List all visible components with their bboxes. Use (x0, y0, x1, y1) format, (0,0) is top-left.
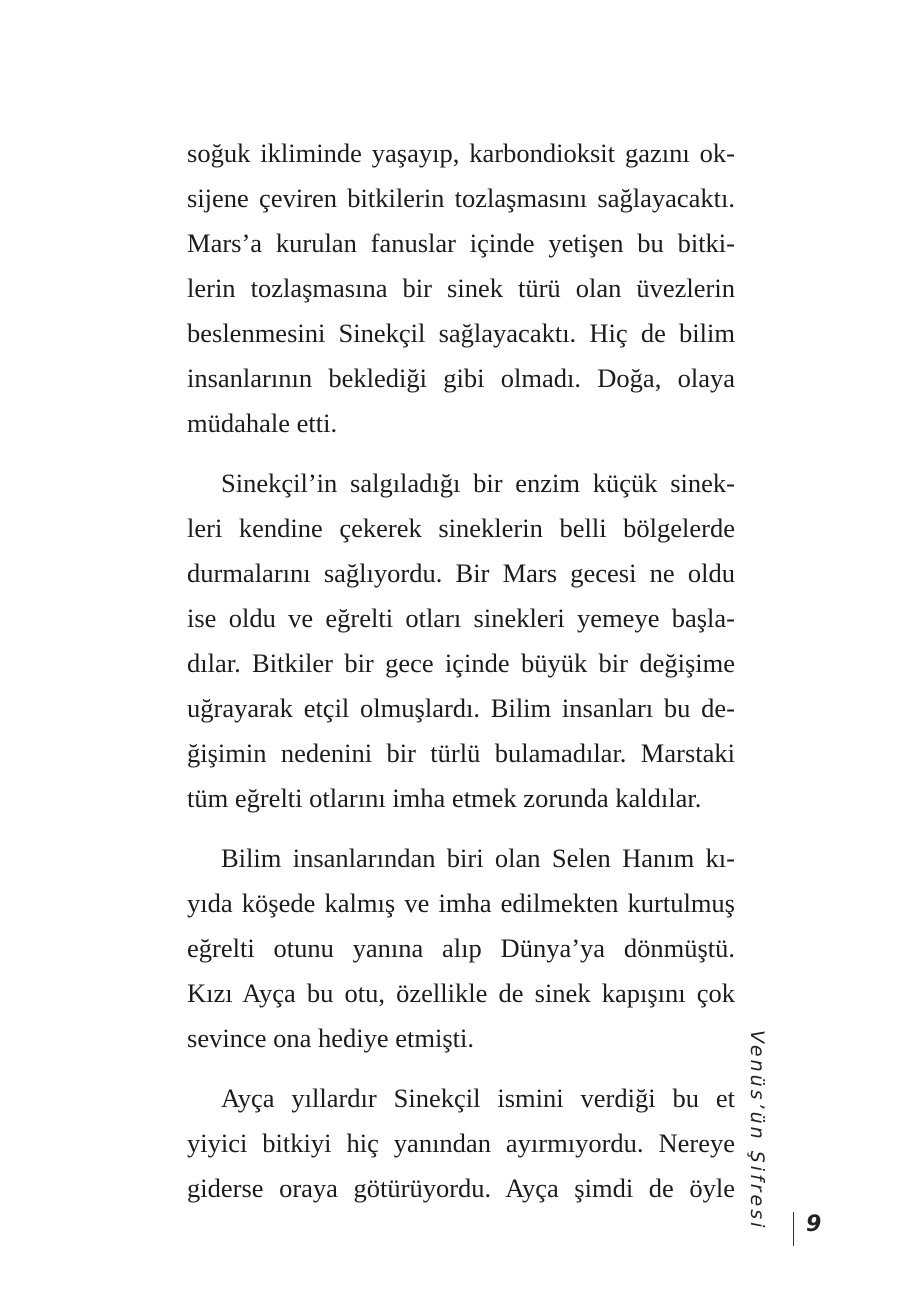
page-number: 9 (806, 1212, 822, 1237)
text-line: eğrelti otunu yanına alıp Dünya’ya dönmüştü. (187, 933, 735, 963)
text-line: beslenmesini Sinekçil sağlayacaktı. Hiç de bilim (187, 318, 735, 348)
text-line: sevince ona hediye etmişti. (187, 1023, 474, 1053)
running-title: Venüs’ün Şifresi (746, 1030, 768, 1231)
text-line: tüm eğrelti otlarını imha etmek zorunda kaldılar. (187, 783, 702, 813)
text-line: yiyici bitkiyi hiç yanından ayırmıyordu. Nereye (187, 1128, 735, 1158)
paragraph (187, 836, 735, 1061)
text-line: Bilim insanlarından biri olan Selen Hanım kı- (221, 843, 735, 873)
text-line: durmalarını sağlıyordu. Bir Mars gecesi ne oldu (187, 558, 735, 588)
text-line: ise oldu ve eğrelti otları sinekleri yemeye başla- (187, 603, 735, 633)
paragraph (187, 131, 735, 446)
text-line: ğişimin nedenini bir türlü bulamadılar. Marstaki (187, 738, 735, 768)
paragraph (187, 461, 735, 821)
page-body (187, 131, 735, 1211)
text-line: Ayça yıllardır Sinekçil ismini verdiği bu et (221, 1083, 735, 1113)
text-line: sijene çeviren bitkilerin tozlaşmasını sağlayacaktı. (187, 183, 735, 213)
text-line: yıda köşede kalmış ve imha edilmekten kurtulmuş (187, 888, 735, 918)
text-line: leri kendine çekerek sineklerin belli bölgelerde (187, 513, 735, 543)
paragraph (187, 1076, 735, 1211)
text-line: Mars’a kurulan fanuslar içinde yetişen bu bitki- (187, 228, 735, 258)
text-line: müdahale etti. (187, 408, 338, 438)
text-line: lerin tozlaşmasına bir sinek türü olan üvezlerin (187, 273, 735, 303)
text-line: uğrayarak etçil olmuşlardı. Bilim insanları bu de- (187, 693, 735, 723)
text-line: giderse oraya götürüyordu. Ayça şimdi de öyle (187, 1173, 735, 1203)
text-line: insanlarının beklediği gibi olmadı. Doğa, olaya (187, 363, 735, 393)
text-line: Kızı Ayça bu otu, özellikle de sinek kapışını çok (187, 978, 735, 1008)
text-line: Sinekçil’in salgıladığı bir enzim küçük sinek- (221, 468, 735, 498)
text-line: soğuk ikliminde yaşayıp, karbondioksit gazını ok- (187, 138, 735, 168)
text-line: dılar. Bitkiler bir gece içinde büyük bir değişime (187, 648, 735, 678)
folio-divider (793, 1212, 794, 1246)
